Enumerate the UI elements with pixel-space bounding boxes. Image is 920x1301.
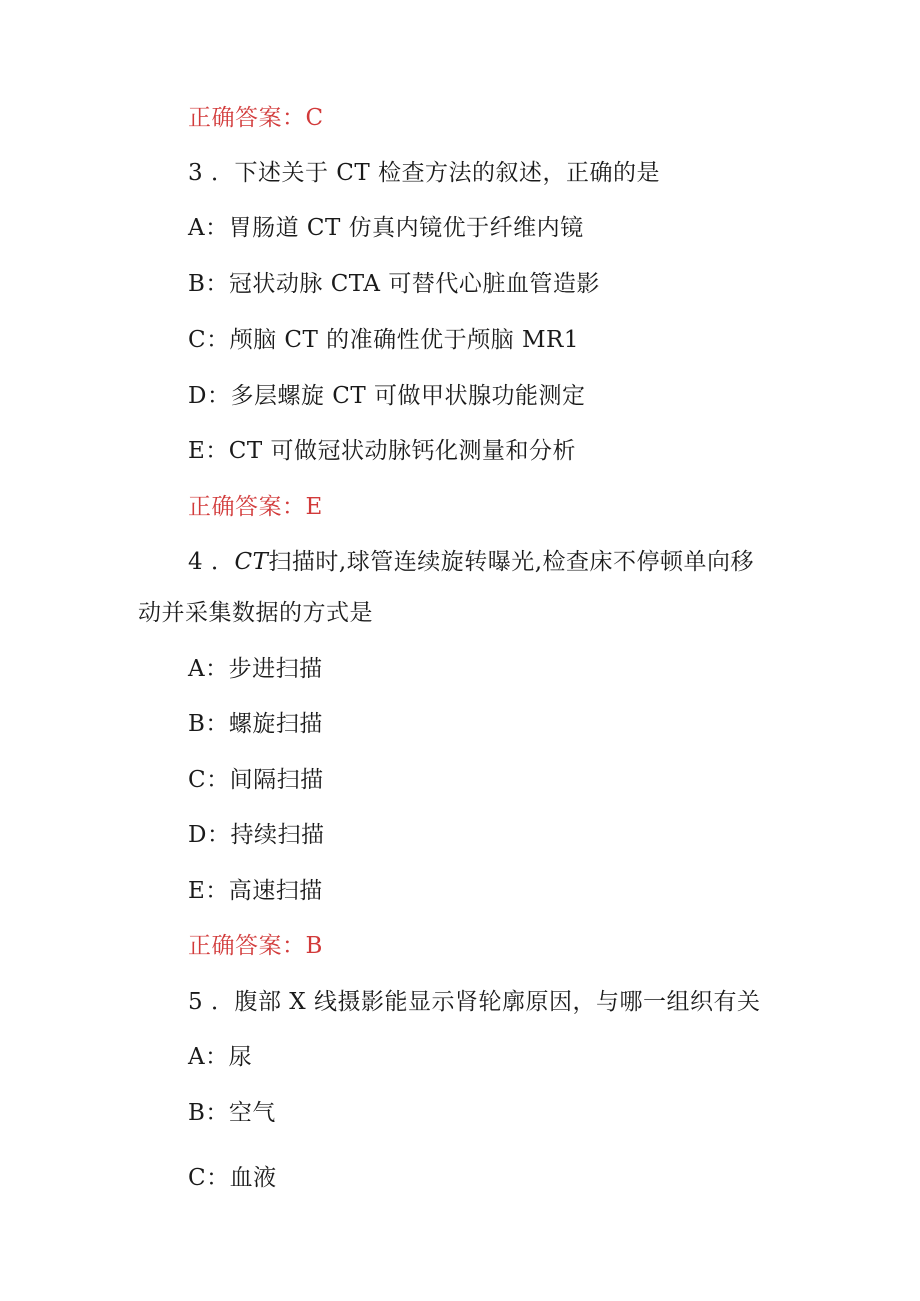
q3-option-a: A：胃肠道 CT 仿真内镜优于纤维内镜 [188,215,584,241]
question-4-stem [188,547,754,577]
q3-option-c: C：颅脑 CT 的准确性优于颅脑 MR1 [188,327,579,353]
answer-line: 正确答案：C [188,105,324,131]
q4-option-b: B：螺旋扫描 [188,711,323,737]
q4-option-a: A：步进扫描 [188,656,323,682]
q3-option-d: D：多层螺旋 CT 可做甲状腺功能测定 [188,383,586,409]
stem-text: 扫描时,球管连续旋转曝光,检查床不停顿单向移 [268,549,755,575]
question-5-stem: 5 ．腹部 X 线摄影能显示肾轮廓原因，与哪一组织有关 [188,989,761,1015]
q5-option-a: A：尿 [188,1044,253,1070]
q5-option-c: C：血液 [188,1165,277,1191]
q3-option-e: E：CT 可做冠状动脉钙化测量和分析 [188,438,577,464]
question-4-stem-continued: 动并采集数据的方式是 [138,600,373,626]
q4-option-c: C：间隔扫描 [188,767,324,793]
q4-option-d: D：持续扫描 [188,822,325,848]
answer-line: 正确答案：B [188,933,323,959]
q4-option-e: E：高速扫描 [188,878,323,904]
ct-term: CT [234,549,269,575]
answer-line: 正确答案：E [188,494,323,520]
question-3-stem: 3 ．下述关于 CT 检查方法的叙述，正确的是 [188,160,661,186]
q3-option-b: B：冠状动脉 CTA 可替代心脏血管造影 [188,271,600,297]
question-number: 4 ． [188,549,235,575]
q5-option-b: B：空气 [188,1100,276,1126]
